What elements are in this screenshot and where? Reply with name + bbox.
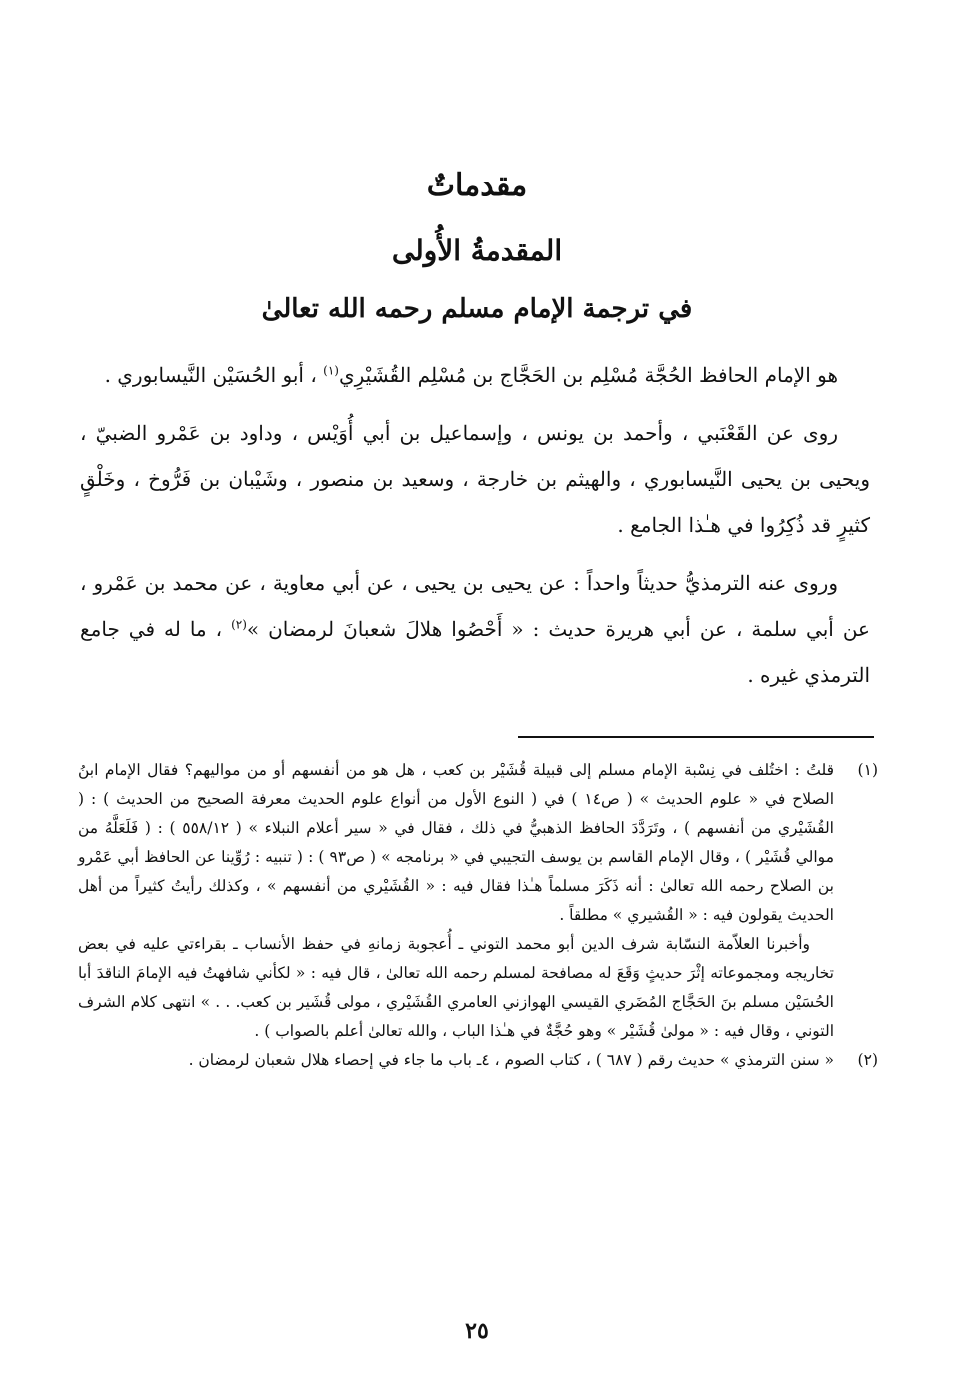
paragraph-tirmidhi [80,560,870,698]
paragraph-teachers: روى عن القَعْنَبي ، وأحمد بن يونس ، وإسماعيل بن أبي أُوَيْس ، وداود بن عَمْرو الضبيّ ، ويحيى بن يحيى النَّيسابوري ، والهيثم بن خارجة ، وسعيد بن منصور ، وشَيْبان بن فَرُّوخ ، وخَلْقٍ كثيرٍ قد ذُكِرُوا في هـٰذا الجامع . [80,421,870,537]
footnote-1 [78,756,878,1046]
para3-text: وروى عنه الترمذيُّ حديثاً واحداً : عن يحيى بن يحيى ، عن أبي معاوية ، عن محمد بن عَمْرو ، عن أبي سلمة ، عن أبي هريرة حديث : « أَحْصُوا هلالَ شعبانَ لرمضان » [80,571,870,641]
para3-tail: ، ما له في جامع الترمذي غيره . [80,617,870,687]
footnote-ref-1[interactable]: (١) [323,363,339,378]
footnote-2-text: « سنن الترمذي » حديث رقم ( ٦٨٧ ) ، كتاب الصوم ، ٤ـ باب ما جاء في إحصاء هلال شعبان لرمضان . [188,1051,834,1069]
main-text [80,352,870,710]
paragraph-biography [80,352,870,398]
footnote-2-number: (٢) [857,1051,878,1069]
para1-tail: ، أبو الحُسَيْن النَّيسابوري . [104,363,324,387]
para1-text: هو الإمام الحافظ الحُجَّة مُسْلِم بن الحَجَّاج بن مُسْلِم القُشَيْرِي [338,363,838,387]
footnote-divider [518,736,874,738]
intro-title: المقدمةُ الأُولى [391,234,563,267]
section-title: مقدماتٌ [426,168,528,203]
footnote-1-paragraph-1: قلتُ : اختُلف في نِسْبة الإمام مسلم إلى قبيلة قُشَيْر بن كعب ، هل هو من أنفسهم أو من مواليهم؟ فقال الإمام ابنُ الصلاح في « علوم الحديث » ( ص١٤ ) في ( النوع الأول من أنواع علوم الحديث معرفة الصحيح من الحديث ) : ( القُشَيْري من أنفسهم ) ، وتَرَدَّدَ الحافظ الذهبيُّ في ذلك ، فقال في « سير أعلام النبلاء » ( ٥٥٨/١٢ ) : ( فَلَعَلَّهُ من موالي قُشَيْر ) ، وقال الإمام القاسم بن يوسف التجيبي في « برنامجه » ( ص٩٣ ) : ( تنبيه : رُوِّينا عن الحافظ أبي عَمْرو بن الصلاح رحمه الله تعالىٰ : أنه ذَكَرَ مسلماً هـٰذا فقال فيه : « القُشَيْري من أنفسهم » ، وكذلك رأيتُ كثيراً من أهل الحديث يقولون فيه : « القُشيري » مطلقاً . [78,761,834,924]
footnote-1-number: (١) [857,761,878,779]
footnote-1-paragraph-2: وأخبرنا العلاّمة النسّابة شرف الدين أبو محمد التوني ـ أُعجوبة زمانهِ في حفظ الأنساب ـ بقراءتي عليه في بعض تخاريجه ومجموعاته إثْرَ حديثٍ وَقَعَ له مصافحة لمسلم رحمه الله تعالىٰ ، قال فيه : « لكأني شافهتُ فيه الإمامَ الناقدَ أبا الحُسَيْن مسلم بنَ الحَجَّاج المُضَري القيسي الهوازني العامري القُشَيْري ، مولى قُشَير بن كعب. . . » انتهى كلام الشرف التوني ، وقال فيه : « مولىٰ قُشَيْر » وهو حُجَّةٌ في هـٰذا الباب ، والله تعالىٰ أعلم بالصواب ) . [78,935,834,1040]
subject-title: في ترجمة الإمام مسلم رحمه الله تعالىٰ [261,294,693,324]
footnote-2 [78,1046,878,1075]
page-number: ٢٥ [465,1318,489,1344]
footnotes [78,756,878,1075]
footnote-ref-2[interactable]: (٢) [231,617,247,632]
